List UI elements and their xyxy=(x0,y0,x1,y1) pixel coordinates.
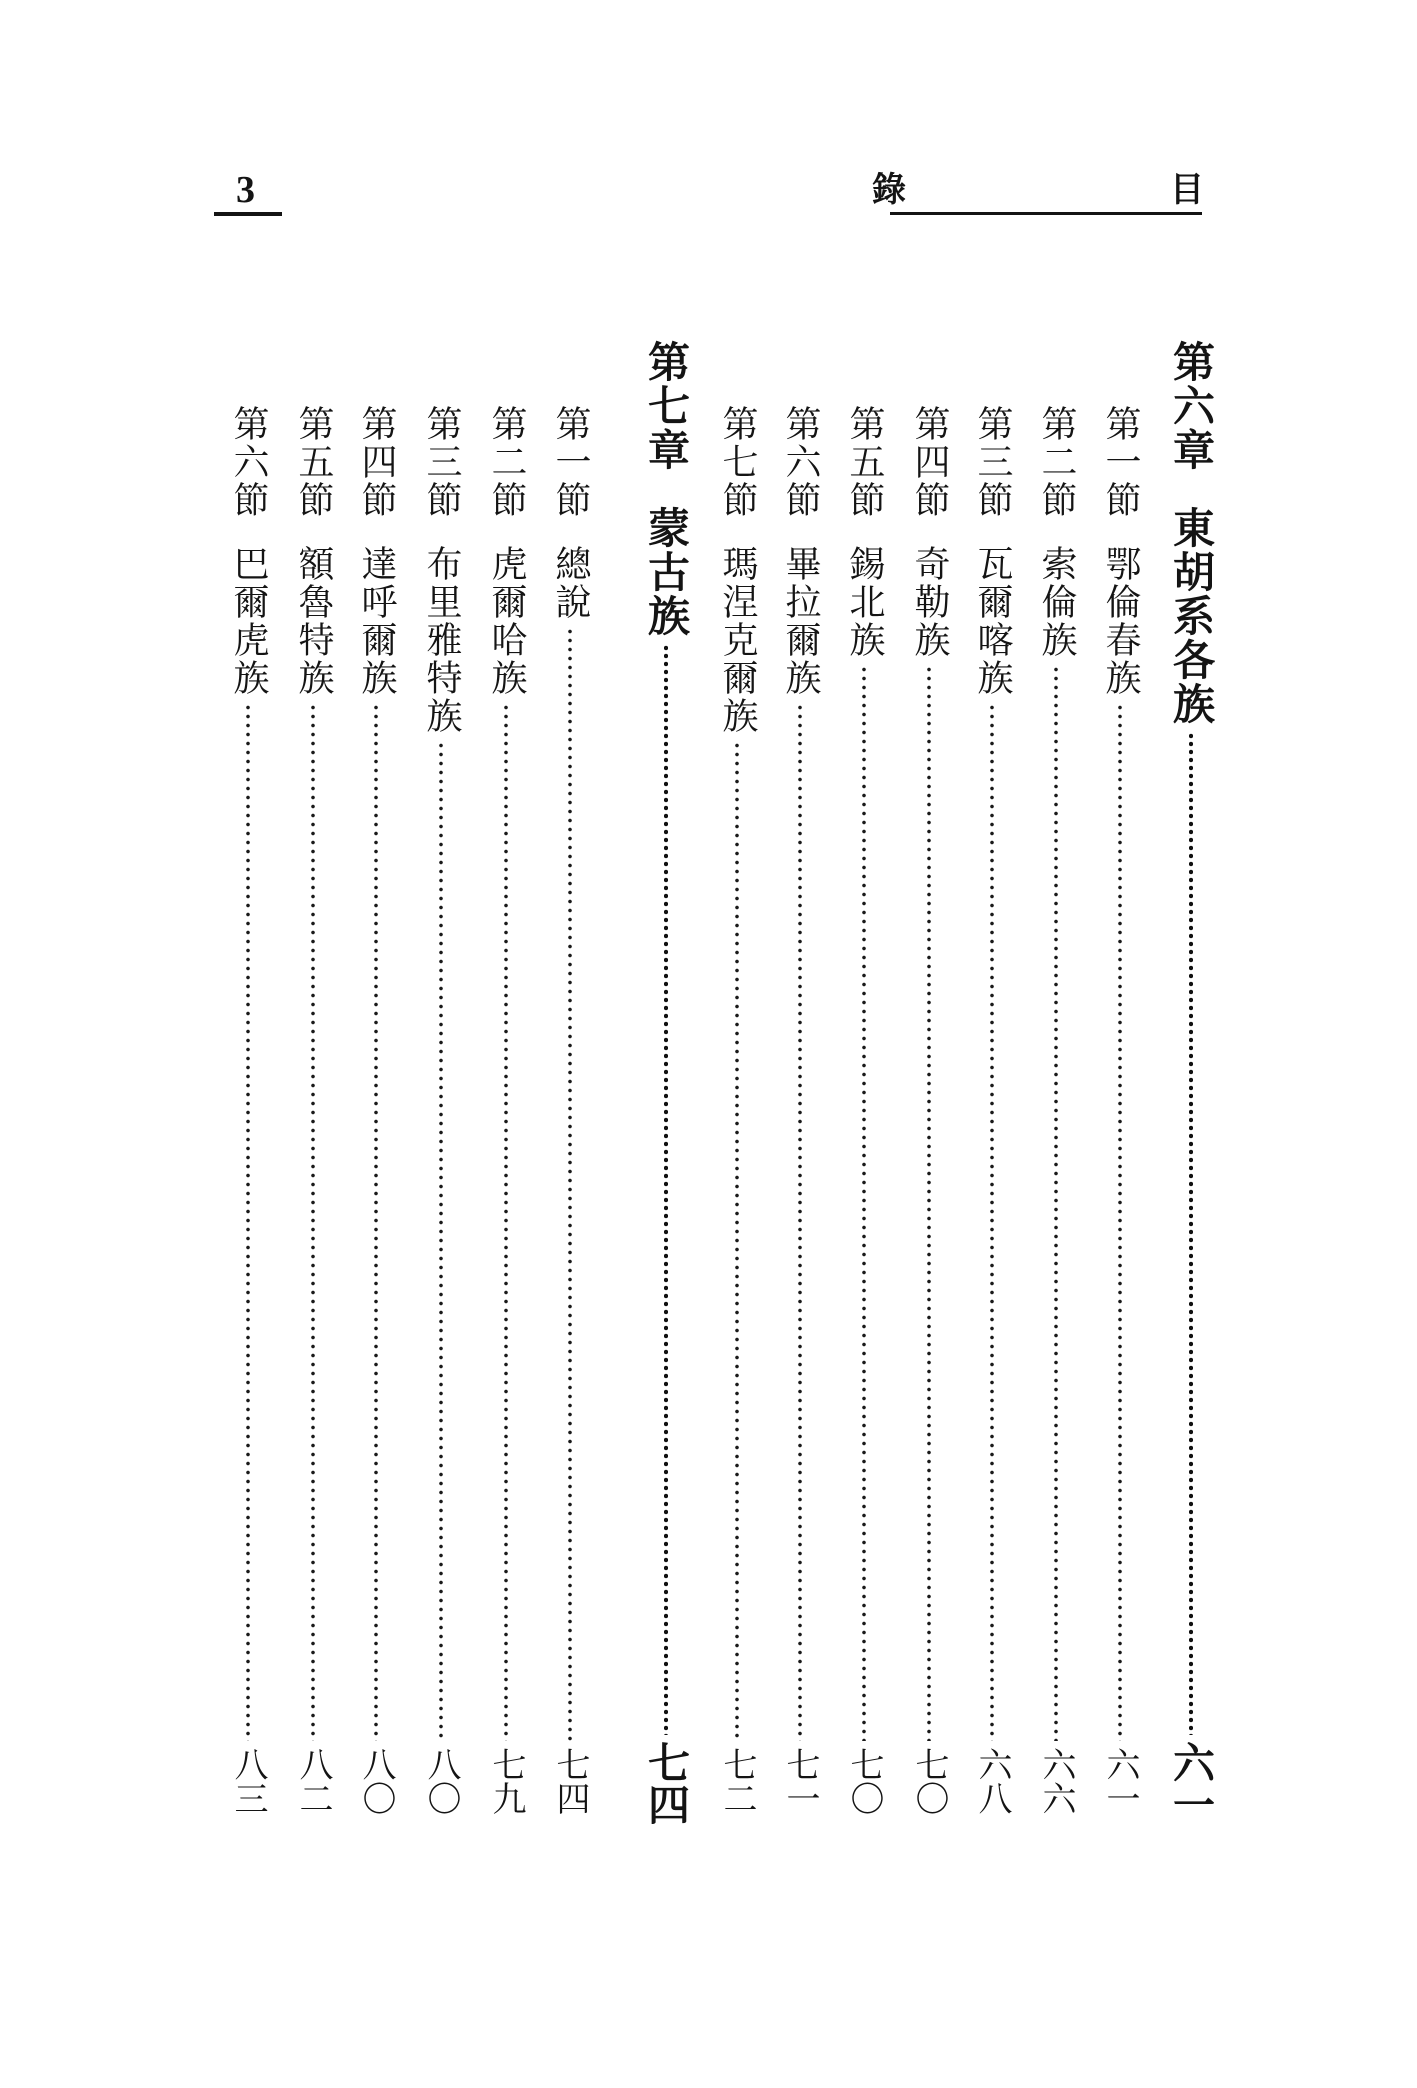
page-ref: 八〇 xyxy=(356,1747,396,1815)
toc-section xyxy=(774,405,826,1815)
dot-leader xyxy=(1054,665,1058,1741)
chapter-title: 蒙古族 xyxy=(642,506,691,638)
section-label: 第一節 xyxy=(550,405,591,519)
page-ref: 七一 xyxy=(780,1747,820,1815)
dot-leader xyxy=(927,665,931,1741)
dot-leader xyxy=(568,627,572,1741)
section-title: 總說 xyxy=(550,545,591,621)
running-head-left: 錄 xyxy=(872,170,906,210)
section-title: 虎爾哈族 xyxy=(486,545,527,697)
section-title: 錫北族 xyxy=(844,545,885,659)
page-ref: 八三 xyxy=(228,1747,268,1815)
section-label: 第四節 xyxy=(909,405,950,519)
dot-leader xyxy=(1118,703,1122,1741)
chapter-title: 東胡系各族 xyxy=(1167,506,1216,726)
dot-leader xyxy=(664,644,668,1735)
page-ref: 七〇 xyxy=(909,1747,949,1815)
dot-leader xyxy=(862,665,866,1741)
section-title: 瓦爾喀族 xyxy=(972,545,1013,697)
section-title: 奇勒族 xyxy=(909,545,950,659)
toc-section xyxy=(711,405,763,1815)
dot-leader xyxy=(735,741,739,1741)
chapter-label: 第六章 xyxy=(1167,340,1216,472)
page-ref: 七〇 xyxy=(844,1747,884,1815)
section-label: 第六節 xyxy=(780,405,821,519)
dot-leader xyxy=(374,703,378,1741)
section-label: 第一節 xyxy=(1100,405,1141,519)
page-ref: 八二 xyxy=(293,1747,333,1815)
section-label: 第三節 xyxy=(421,405,462,519)
page-ref: 七四 xyxy=(642,1741,691,1825)
section-title: 瑪涅克爾族 xyxy=(717,545,758,735)
chapter-label: 第七章 xyxy=(642,340,691,472)
toc-section xyxy=(1094,405,1146,1815)
page-ref: 七二 xyxy=(717,1747,757,1815)
dot-leader xyxy=(504,703,508,1741)
dot-leader xyxy=(798,703,802,1741)
toc-section xyxy=(222,405,274,1815)
section-label: 第七節 xyxy=(717,405,758,519)
section-title: 達呼爾族 xyxy=(356,545,397,697)
toc-section xyxy=(966,405,1018,1815)
dot-leader xyxy=(990,703,994,1741)
section-title: 布里雅特族 xyxy=(421,545,462,735)
section-label: 第五節 xyxy=(844,405,885,519)
running-head-right: 目 xyxy=(1170,170,1204,210)
toc-section xyxy=(415,405,467,1815)
toc-chapter xyxy=(1162,340,1220,1825)
section-title: 鄂倫春族 xyxy=(1100,545,1141,697)
toc-section xyxy=(544,405,596,1815)
dot-leader xyxy=(311,703,315,1741)
page-number: 3 xyxy=(236,169,255,211)
toc-section xyxy=(287,405,339,1815)
page-ref: 六八 xyxy=(972,1747,1012,1815)
toc-section xyxy=(480,405,532,1815)
section-label: 第四節 xyxy=(356,405,397,519)
section-label: 第六節 xyxy=(228,405,269,519)
page-ref: 七四 xyxy=(550,1747,590,1815)
section-label: 第二節 xyxy=(486,405,527,519)
dot-leader xyxy=(439,741,443,1741)
section-label: 第五節 xyxy=(293,405,334,519)
toc-section xyxy=(903,405,955,1815)
section-title: 巴爾虎族 xyxy=(228,545,269,697)
toc-section xyxy=(350,405,402,1815)
page-ref: 六一 xyxy=(1100,1747,1140,1815)
section-title: 額魯特族 xyxy=(293,545,334,697)
dot-leader xyxy=(1189,732,1193,1735)
toc-chapter xyxy=(637,340,695,1825)
section-label: 第二節 xyxy=(1036,405,1077,519)
page-ref: 六一 xyxy=(1167,1741,1216,1825)
page-ref: 七九 xyxy=(486,1747,526,1815)
dot-leader xyxy=(246,703,250,1741)
section-label: 第三節 xyxy=(972,405,1013,519)
page-ref: 八〇 xyxy=(421,1747,461,1815)
toc-section xyxy=(1030,405,1082,1815)
toc-section xyxy=(838,405,890,1815)
section-title: 索倫族 xyxy=(1036,545,1077,659)
page-ref: 六六 xyxy=(1036,1747,1076,1815)
section-title: 畢拉爾族 xyxy=(780,545,821,697)
